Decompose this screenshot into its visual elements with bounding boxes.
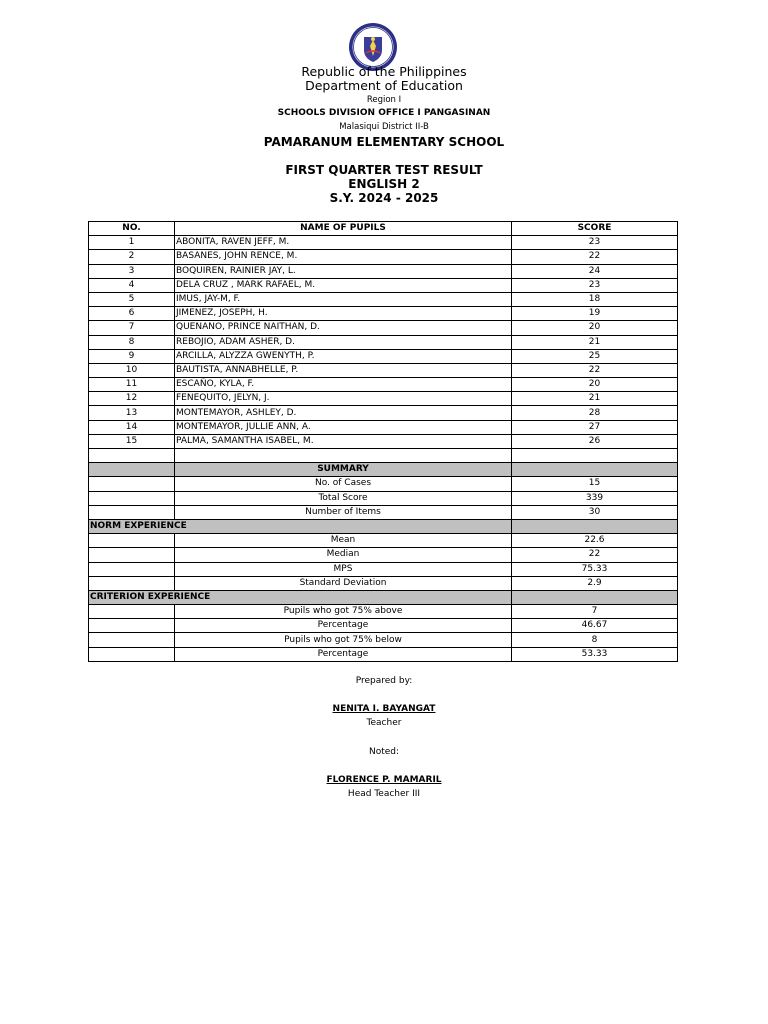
pupil-number: 13 [89, 406, 175, 420]
summary-label: Number of Items [175, 505, 512, 519]
pupil-score: 23 [512, 278, 678, 292]
norm-blank-cell [89, 548, 175, 562]
blank-cell [512, 449, 678, 463]
criterion-label: Percentage [175, 619, 512, 633]
header-district: Malasiqui District II-B [339, 122, 429, 132]
table-row [89, 392, 678, 406]
noted-by-title: Head Teacher III [347, 789, 421, 799]
criterion-value: 7 [512, 605, 678, 619]
norm-label: Median [175, 548, 512, 562]
summary-value: 30 [512, 505, 678, 519]
norm-label: MPS [175, 562, 512, 576]
table-header-row [89, 222, 678, 236]
pupil-name: BASANES, JOHN RENCE, M. [175, 250, 512, 264]
table-row [89, 292, 678, 306]
criterion-value: 46.67 [512, 619, 678, 633]
table-row [89, 349, 678, 363]
pupil-name: PALMA, SAMANTHA ISABEL, M. [175, 434, 512, 448]
summary-header: SUMMARY [175, 463, 512, 477]
report-school-year: S.Y. 2024 - 2025 [329, 191, 439, 205]
norm-row [89, 534, 678, 548]
criterion-header-fill [512, 590, 678, 604]
norm-value: 22.6 [512, 534, 678, 548]
pupil-name: ARCILLA, ALYZZA GWENYTH, P. [175, 349, 512, 363]
pupil-score: 22 [512, 250, 678, 264]
header-region: Region I [366, 95, 402, 105]
criterion-section-header: CRITERION EXPERIENCE [89, 590, 512, 604]
norm-value: 22 [512, 548, 678, 562]
header-department: Department of Education [305, 78, 463, 93]
norm-blank-cell [89, 576, 175, 590]
pupil-number: 3 [89, 264, 175, 278]
norm-value: 2.9 [512, 576, 678, 590]
summary-row [89, 505, 678, 519]
pupil-name: QUENANO, PRINCE NAITHAN, D. [175, 321, 512, 335]
pupil-score: 19 [512, 307, 678, 321]
column-header-score: SCORE [512, 222, 678, 236]
pupil-number: 12 [89, 392, 175, 406]
table-row [89, 321, 678, 335]
summary-blank-cell [89, 491, 175, 505]
pupil-score: 21 [512, 392, 678, 406]
table-row [89, 236, 678, 250]
norm-row [89, 576, 678, 590]
norm-header-fill [512, 519, 678, 533]
pupil-number: 6 [89, 307, 175, 321]
criterion-label: Percentage [175, 647, 512, 661]
summary-label: No. of Cases [175, 477, 512, 491]
norm-section-header: NORM EXPERIENCE [89, 519, 512, 533]
pupil-number: 2 [89, 250, 175, 264]
pupil-score: 22 [512, 363, 678, 377]
criterion-row [89, 605, 678, 619]
criterion-value: 8 [512, 633, 678, 647]
table-row [89, 278, 678, 292]
noted-label: Noted: [368, 747, 400, 757]
summary-row [89, 491, 678, 505]
summary-value: 339 [512, 491, 678, 505]
noted-by-name: FLORENCE P. MAMARIL [326, 775, 442, 785]
report-subject: ENGLISH 2 [348, 177, 420, 191]
pupil-number: 14 [89, 420, 175, 434]
norm-row [89, 548, 678, 562]
pupil-number: 10 [89, 363, 175, 377]
norm-blank-cell [89, 534, 175, 548]
summary-header-fill [512, 463, 678, 477]
pupil-score: 28 [512, 406, 678, 420]
norm-value: 75.33 [512, 562, 678, 576]
criterion-header-row [89, 590, 678, 604]
pupil-name: ABONITA, RAVEN JEFF, M. [175, 236, 512, 250]
summary-blank-cell [89, 477, 175, 491]
pupil-name: BAUTISTA, ANNABHELLE, P. [175, 363, 512, 377]
pupil-number: 9 [89, 349, 175, 363]
criterion-row [89, 633, 678, 647]
blank-row [89, 449, 678, 463]
pupil-score: 25 [512, 349, 678, 363]
pupil-name: FENEQUITO, JELYN, J. [175, 392, 512, 406]
table-row [89, 250, 678, 264]
pupil-number: 1 [89, 236, 175, 250]
summary-header-row [89, 463, 678, 477]
table-row [89, 378, 678, 392]
pupil-name: DELA CRUZ , MARK RAFAEL, M. [175, 278, 512, 292]
pupil-score: 21 [512, 335, 678, 349]
pupil-name: MONTEMAYOR, ASHLEY, D. [175, 406, 512, 420]
table-row [89, 363, 678, 377]
norm-label: Mean [175, 534, 512, 548]
pupil-score: 20 [512, 378, 678, 392]
pupil-number: 5 [89, 292, 175, 306]
criterion-blank-cell [89, 619, 175, 633]
table-row [89, 434, 678, 448]
header-republic: Republic of the Philippines [301, 64, 467, 79]
pupil-score: 24 [512, 264, 678, 278]
pupil-score: 20 [512, 321, 678, 335]
criterion-value: 53.33 [512, 647, 678, 661]
criterion-blank-cell [89, 633, 175, 647]
blank-cell [89, 449, 175, 463]
criterion-label: Pupils who got 75% above [175, 605, 512, 619]
pupil-name: MONTEMAYOR, JULLIE ANN, A. [175, 420, 512, 434]
pupil-name: JIMENEZ, JOSEPH, H. [175, 307, 512, 321]
criterion-blank-cell [89, 647, 175, 661]
criterion-label: Pupils who got 75% below [175, 633, 512, 647]
prepared-by-name: NENITA I. BAYANGAT [332, 704, 436, 714]
summary-label: Total Score [175, 491, 512, 505]
pupil-name: IMUS, JAY-M, F. [175, 292, 512, 306]
table-row [89, 406, 678, 420]
summary-value: 15 [512, 477, 678, 491]
blank-cell [175, 449, 512, 463]
summary-blank-cell [89, 505, 175, 519]
criterion-blank-cell [89, 605, 175, 619]
pupil-number: 4 [89, 278, 175, 292]
norm-label: Standard Deviation [175, 576, 512, 590]
pupil-number: 11 [89, 378, 175, 392]
pupil-number: 7 [89, 321, 175, 335]
pupil-name: REBOJIO, ADAM ASHER, D. [175, 335, 512, 349]
criterion-row [89, 619, 678, 633]
report-title: FIRST QUARTER TEST RESULT [285, 163, 483, 177]
pupil-number: 8 [89, 335, 175, 349]
table-row [89, 335, 678, 349]
table-row [89, 264, 678, 278]
prepared-by-label: Prepared by: [355, 676, 413, 686]
norm-header-row [89, 519, 678, 533]
pupil-score: 23 [512, 236, 678, 250]
table-row [89, 307, 678, 321]
prepared-by-title: Teacher [366, 718, 402, 728]
pupil-score: 27 [512, 420, 678, 434]
pupil-score: 18 [512, 292, 678, 306]
summary-header-fill [89, 463, 175, 477]
school-name: PAMARANUM ELEMENTARY SCHOOL [263, 135, 505, 149]
pupil-score: 26 [512, 434, 678, 448]
norm-row [89, 562, 678, 576]
criterion-row [89, 647, 678, 661]
pupil-name: BOQUIREN, RAINIER JAY, L. [175, 264, 512, 278]
table-row [89, 420, 678, 434]
header-division: SCHOOLS DIVISION OFFICE I PANGASINAN [277, 108, 491, 118]
test-result-table [88, 221, 678, 662]
norm-blank-cell [89, 562, 175, 576]
column-header-no: NO. [89, 222, 175, 236]
summary-row [89, 477, 678, 491]
column-header-name: NAME OF PUPILS [175, 222, 512, 236]
pupil-name: ESCAÑO, KYLA, F. [175, 378, 512, 392]
pupil-number: 15 [89, 434, 175, 448]
